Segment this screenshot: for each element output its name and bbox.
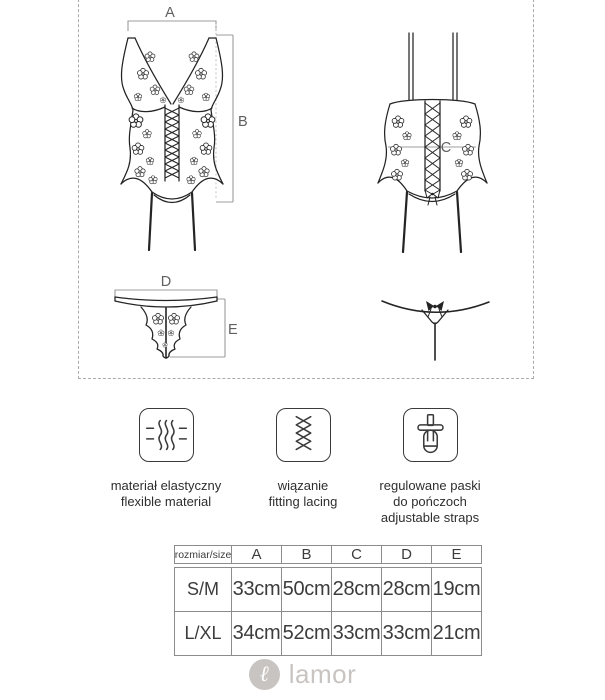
corset-front-drawing (121, 38, 223, 250)
dimension-annotations (115, 5, 476, 357)
feature-label (96, 478, 236, 510)
value-cell: 33cm (381, 612, 431, 655)
dimension-label-a: A (165, 5, 175, 21)
header-cell-a: A (231, 546, 281, 563)
feature-adjustable-straps (355, 408, 505, 526)
panty-front-drawing (115, 297, 217, 358)
header-cell-c: C (331, 546, 381, 563)
feature-label (355, 478, 505, 526)
logo-glyph: ℓ (259, 661, 269, 687)
value-cell: 21cm (431, 612, 481, 655)
size-table-header (174, 545, 482, 564)
size-table-body (174, 567, 482, 656)
value-cell: 33cm (331, 612, 381, 655)
header-cell-d: D (381, 546, 431, 563)
elastic-material-icon (139, 408, 194, 462)
lace-flowers-back (390, 116, 473, 180)
feature-label-line: do pończoch (393, 493, 467, 509)
brand-name: lamor (288, 659, 357, 689)
feature-elastic-material (96, 408, 236, 510)
size-cell: S/M (186, 579, 219, 599)
lamor-logo-icon (249, 659, 280, 690)
size-table (174, 545, 482, 656)
header-cell-e: E (431, 546, 481, 563)
thong-back-drawing (382, 301, 489, 360)
value-cell: 28cm (331, 568, 381, 611)
value-cell: 34cm (231, 612, 281, 655)
feature-label-line: wiązanie (277, 478, 329, 493)
header-cell-b: B (281, 546, 331, 563)
lace-flowers-front (129, 52, 215, 184)
size-cell: L/XL (184, 623, 222, 643)
value-cell: 19cm (431, 568, 481, 611)
dimension-label-e: E (228, 322, 238, 338)
garter-strap-icon (403, 408, 458, 462)
feature-label-line: flexible material (120, 493, 212, 509)
value-cell: 33cm (231, 568, 281, 611)
table-row (175, 611, 481, 655)
dimension-label-c: C (440, 140, 452, 156)
table-row (175, 568, 481, 611)
lacing-icon (276, 408, 331, 462)
feature-label-line: adjustable straps (380, 509, 480, 525)
dimension-label-b: B (238, 114, 248, 130)
header-cell-size: rozmiar/size (174, 548, 232, 561)
value-cell: 52cm (281, 612, 331, 655)
value-cell: 28cm (381, 568, 431, 611)
feature-label (233, 478, 373, 510)
feature-lacing (233, 408, 373, 510)
feature-label-line: materiał elastyczny (110, 478, 222, 493)
value-cell: 50cm (281, 568, 331, 611)
feature-label-line: fitting lacing (268, 493, 338, 509)
brand-footer (0, 659, 605, 690)
dimension-label-d: D (160, 274, 172, 290)
corset-back-drawing (378, 33, 487, 252)
feature-label-line: regulowane paski (379, 478, 481, 493)
